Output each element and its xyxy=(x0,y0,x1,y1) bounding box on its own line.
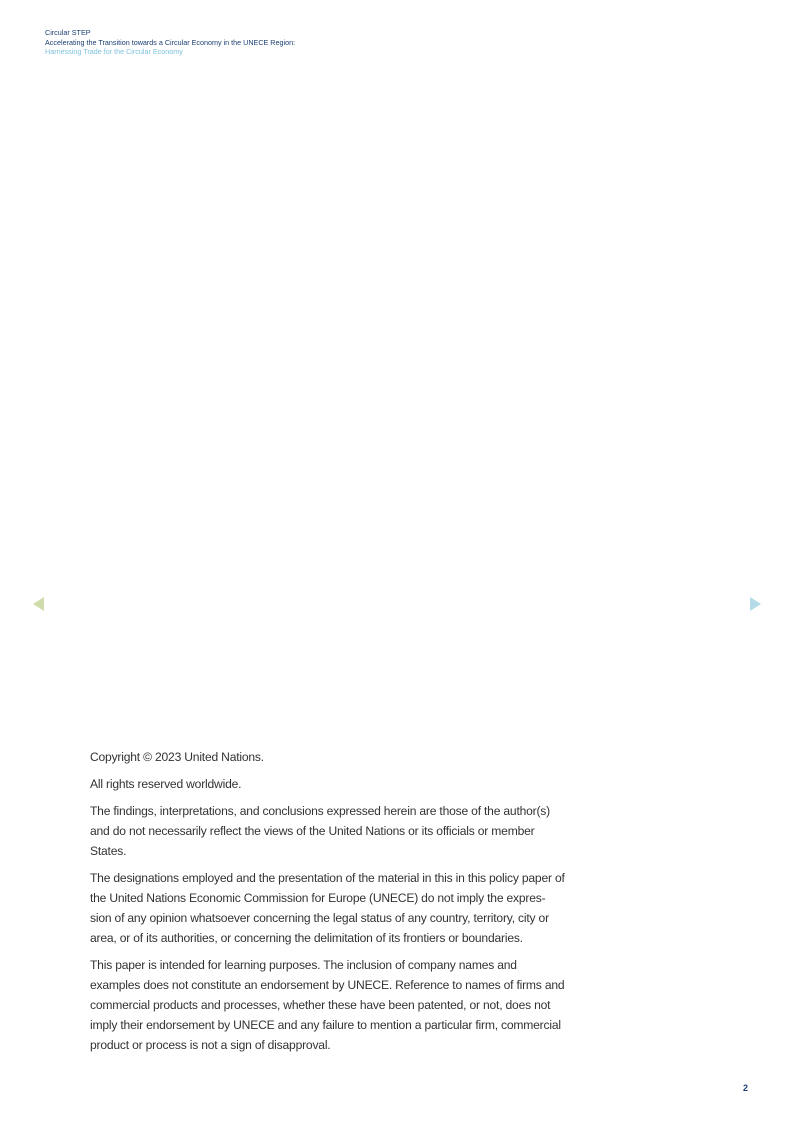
document-title: Accelerating the Transition towards a Circular Economy in the UNECE Region: xyxy=(45,37,296,47)
disclaimer-views: The findings, interpretations, and conclusions expressed herein are those of the author(s) and do not necessarily reflect the views of the United Nations or its officials or member States. xyxy=(90,804,550,858)
copyright-line: Copyright © 2023 United Nations. xyxy=(90,750,264,764)
document-subtitle: Harnessing Trade for the Circular Economy xyxy=(45,47,183,57)
rights-line: All rights reserved worldwide. xyxy=(90,777,242,791)
series-name: Circular STEP xyxy=(45,28,91,37)
copyright-notice xyxy=(90,747,566,1062)
running-header xyxy=(45,28,295,57)
disclaimer-endorsement: This paper is intended for learning purposes. The inclusion of company names and examples does not constitute an endorsement by UNECE. Reference to names of firms and commercial products and processes, whether these have been patented, or not, does not imply their endorsement by UNECE and any failure to mention a particular firm, commercial product or process is not a sign of disapproval. xyxy=(90,958,565,1052)
page-number: 2 xyxy=(743,1083,749,1093)
disclaimer-designations: The designations employed and the presentation of the material in this in this policy paper of the United Nations Economic Commission for Europe (UNECE) do not imply the expres-sion of any opinion whatsoever concerning the legal status of any country, territory, city or area, or of its authorities, or concerning the delimitation of its frontiers or boundaries. xyxy=(90,871,565,945)
triangle-right-icon[interactable] xyxy=(750,597,761,611)
triangle-left-icon[interactable] xyxy=(33,597,44,611)
